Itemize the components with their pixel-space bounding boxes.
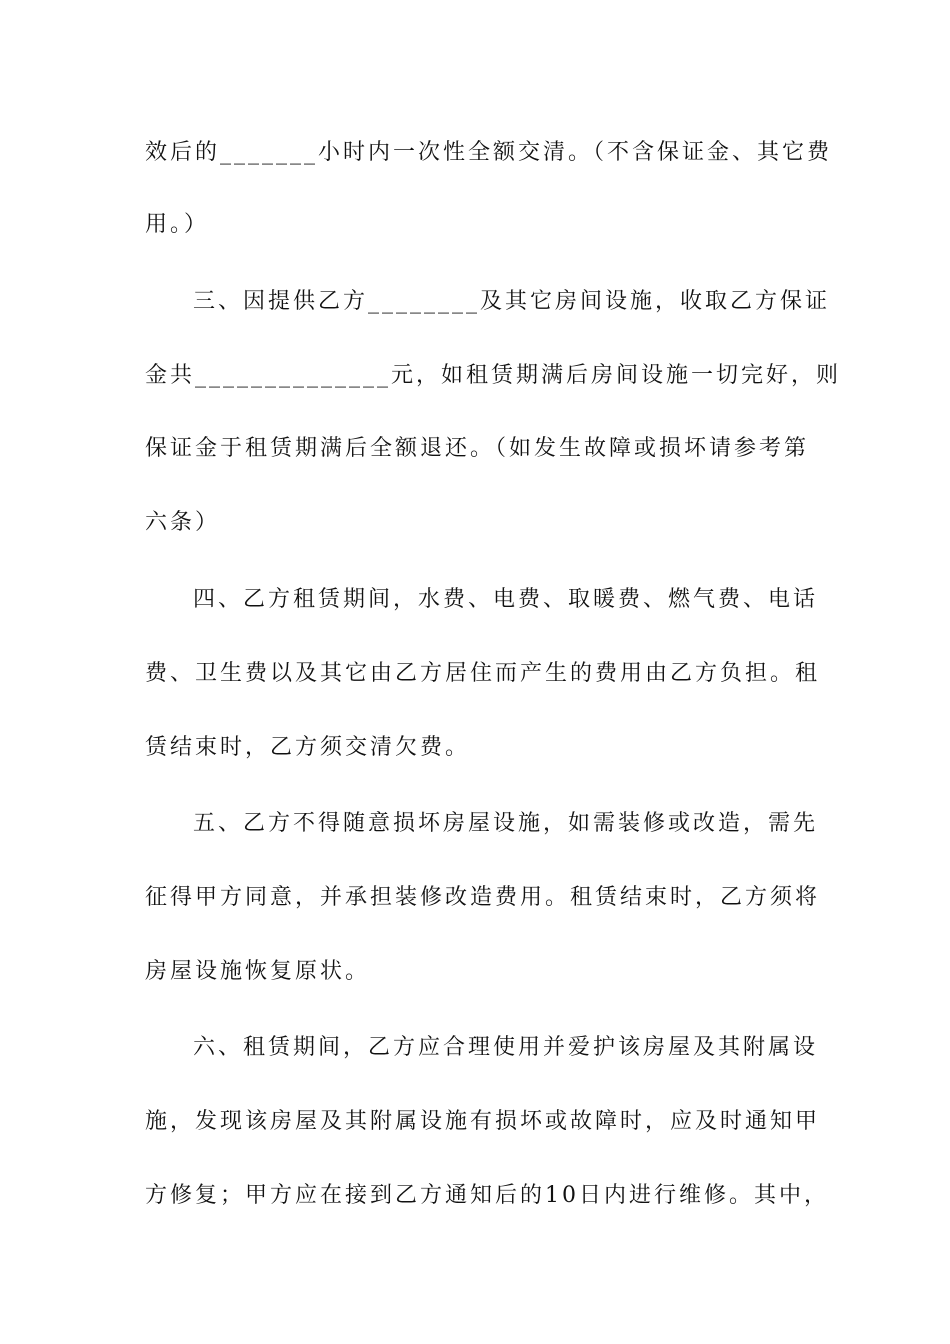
paragraph-line: 赁结束时，乙方须交清欠费。 (145, 735, 471, 760)
paragraph-line: 五、乙方不得随意损坏房屋设施，如需装修或改造，需先 (193, 811, 819, 836)
paragraph-line: 金共______________元，如租赁期满后房间设施一切完好，则 (145, 363, 842, 388)
paragraph-line: 三、因提供乙方________及其它房间设施，收取乙方保证 (193, 289, 831, 314)
paragraph-line: 施，发现该房屋及其附属设施有损坏或故障时，应及时通知甲 (145, 1109, 821, 1134)
paragraph-line: 费、卫生费以及其它由乙方居住而产生的费用由乙方负担。租 (145, 661, 821, 686)
paragraph-line: 效后的_______小时内一次性全额交清。（不含保证金、其它费 (145, 140, 833, 165)
paragraph-line: 房屋设施恢复原状。 (145, 959, 371, 984)
paragraph-line: 六条） (145, 510, 221, 535)
paragraph-line: 六、租赁期间，乙方应合理使用并爱护该房屋及其附属设 (193, 1035, 819, 1060)
paragraph-line: 保证金于租赁期满后全额退还。（如发生故障或损坏请参考第 (145, 436, 810, 461)
paragraph-line: 征得甲方同意，并承担装修改造费用。租赁结束时，乙方须将 (145, 885, 821, 910)
paragraph-line: 方修复；甲方应在接到乙方通知后的10日内进行维修。其中， (145, 1183, 829, 1208)
paragraph-line: 四、乙方租赁期间，水费、电费、取暖费、燃气费、电话 (193, 587, 819, 612)
paragraph-line: 用。） (145, 212, 210, 237)
